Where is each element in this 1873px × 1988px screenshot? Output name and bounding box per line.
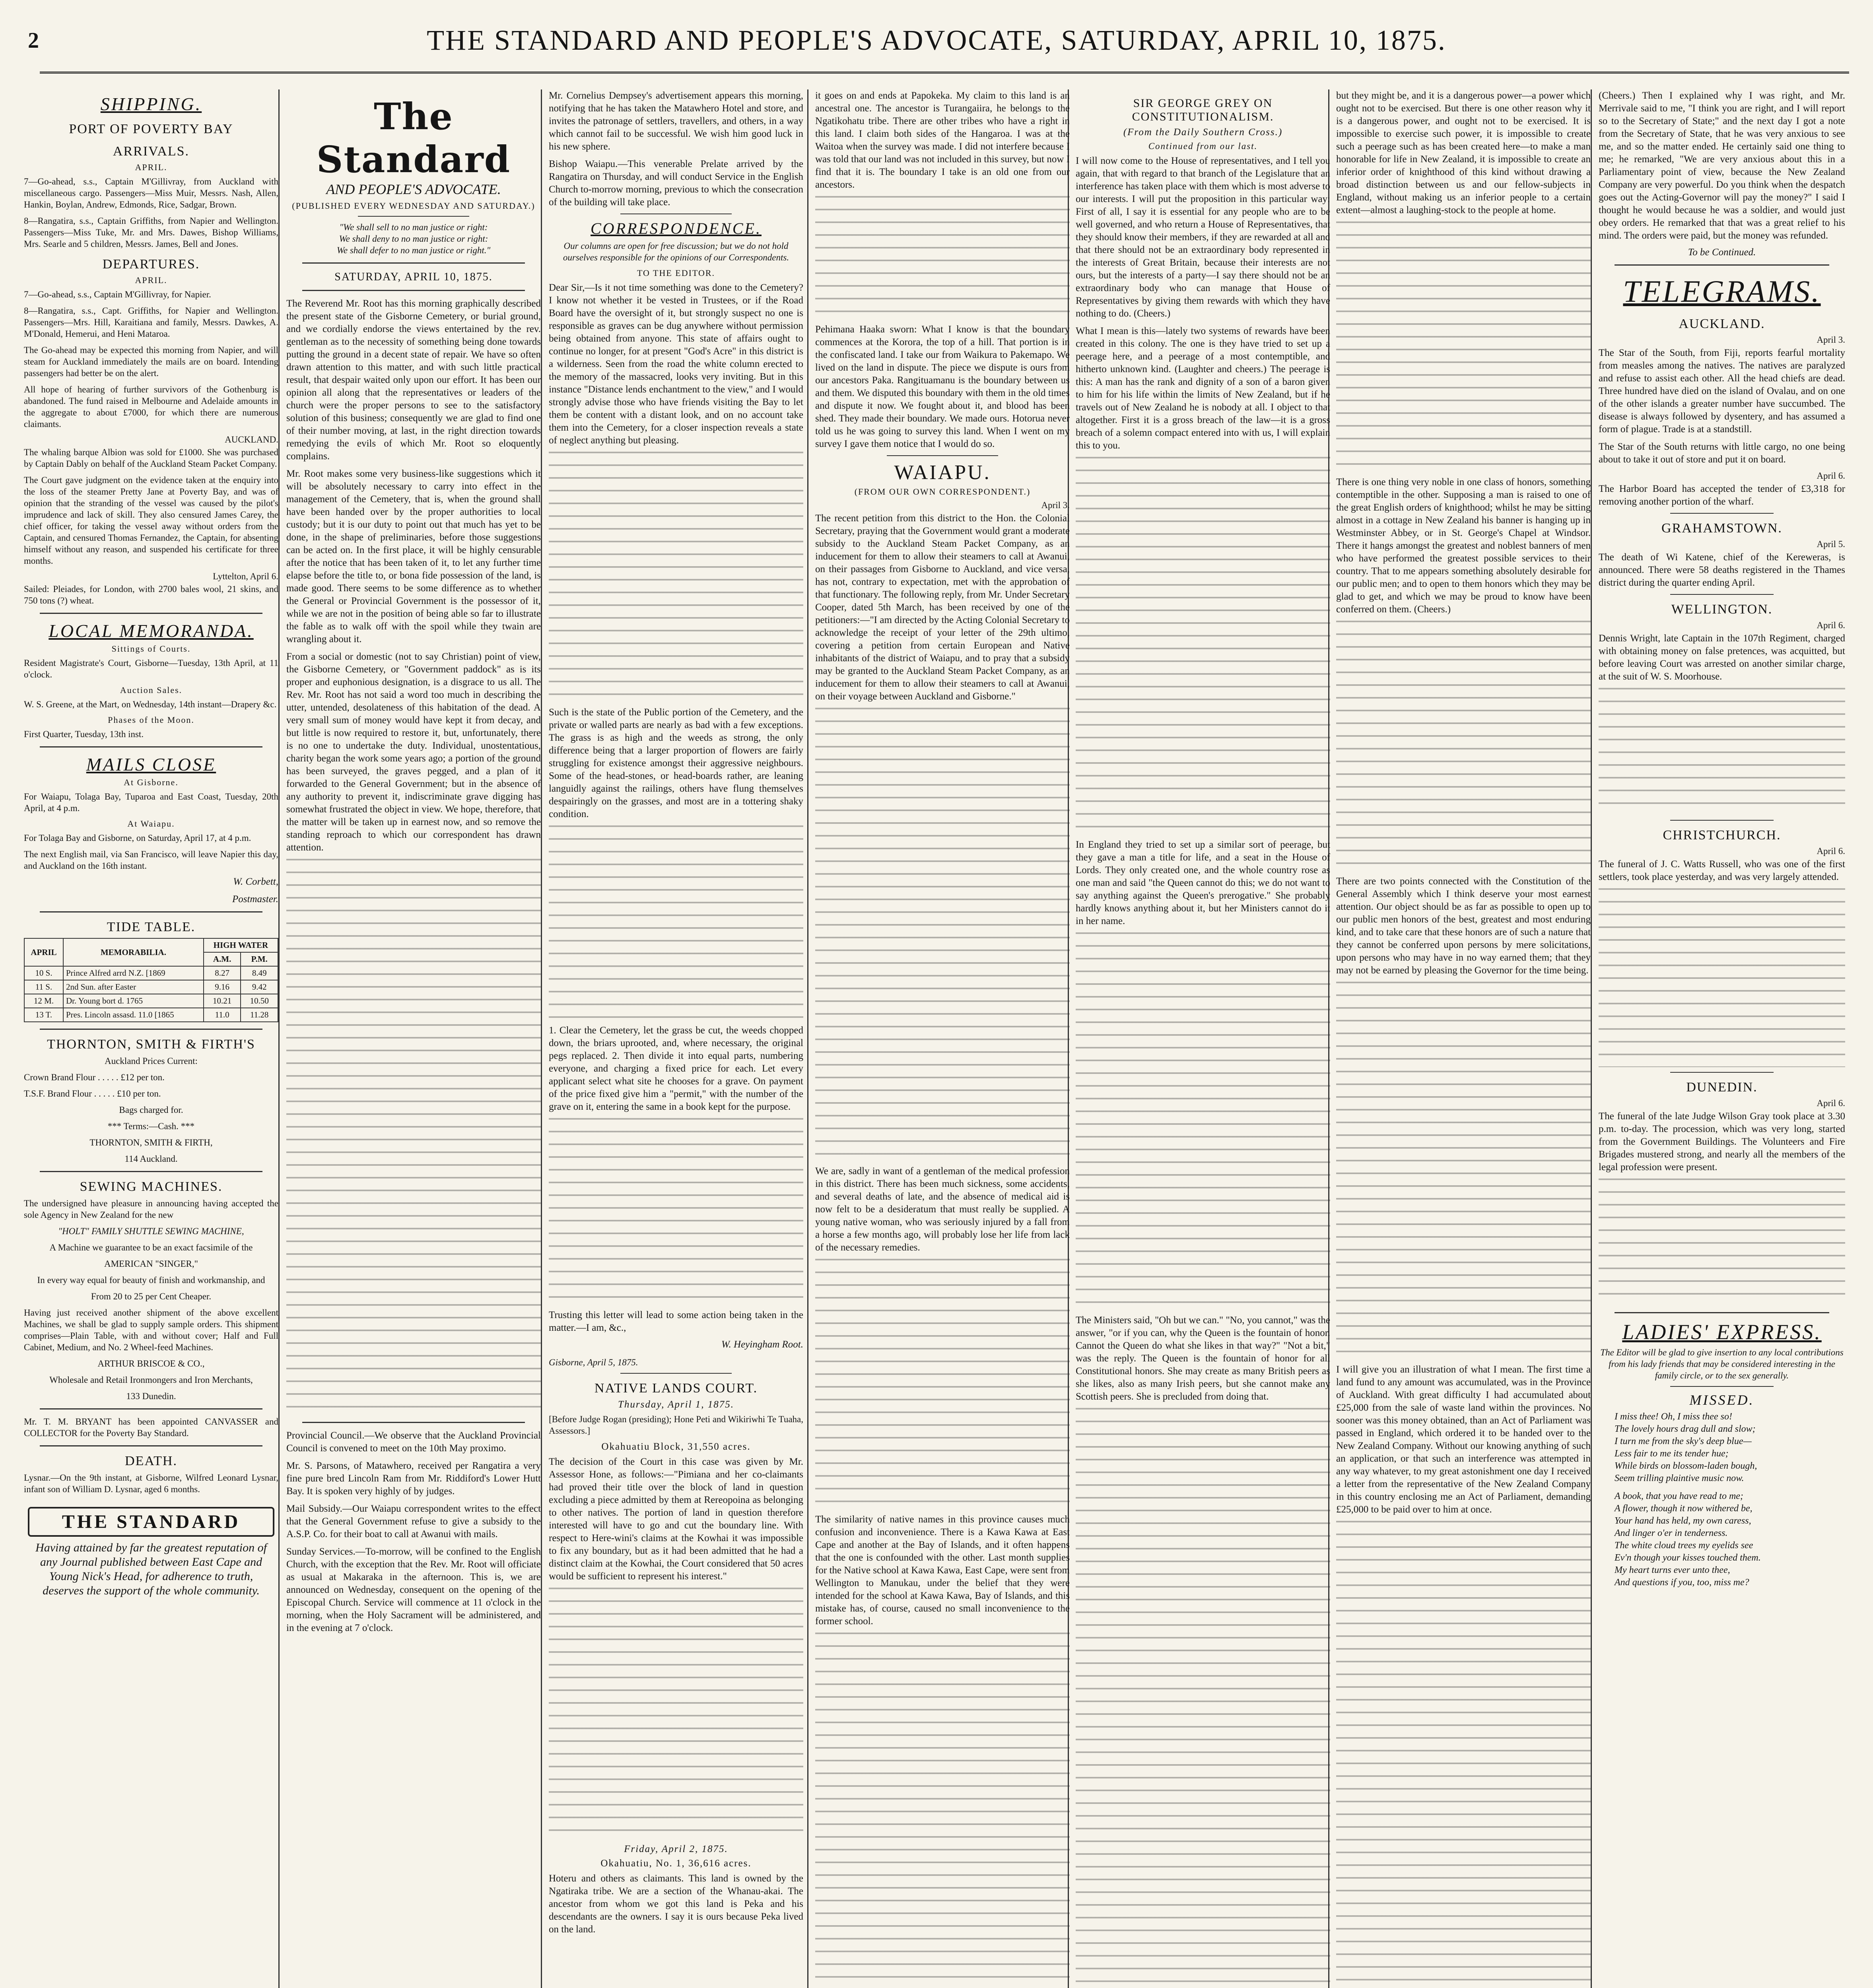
grey-paragraph: In England they tried to set up a similar sort of peerage, but they gave a man a title for life, and a seat in the House of Lords. They only created one, and the whole country rose as one man and said "the Queen cannot do this; we do not want to say anything against the Queen's prerogative." She probably hardly knows anything about it, but her Ministers cannot do it in her name. bbox=[1076, 839, 1330, 926]
divider bbox=[302, 262, 525, 264]
tide-col-am: A.M. bbox=[204, 952, 241, 966]
shipping-note: The Go-ahead may be expected this morning from Napier, and will steam for Auckland immediately the mails are on board. Intending passengers had better be on the alert. bbox=[24, 345, 278, 378]
grey-title: SIR GEORGE GREY ON CONSTITUTIONALISM. bbox=[1132, 97, 1274, 123]
court-note: The Court gave judgment on the evidence taken at the enquiry into the loss of the steamer Pretty Jane at Poverty Bay, and was of opinion that the stranding of the vessel was caused by the pilot's imprudence and lack of skill. They also censured James Carey, the chief officer, for taking the vessel away without orders from the Captain, and censured Thomas Fernandez, the Captain, for absenting himself without any reason, and suspended his certificate for three months. bbox=[24, 475, 278, 566]
text-filler bbox=[1336, 621, 1591, 875]
divider bbox=[40, 746, 262, 747]
tide-day: 10 S. bbox=[24, 966, 63, 980]
table-row bbox=[24, 1008, 278, 1022]
nlc-paragraph: The decision of the Court in this case was given by Mr. Assessor Hone, as follows:—"Pimiana and her co-claimants had proved their title over the block of land in question excluding a piece admitted by them at Rereopoina as belonging to other natives. The portion of land in question therefore interested will have to go and cut the boundary line. With respect to Here-wini's claims at the Kowhai it was impossible to fix any boundary, but as it had been admitted that he had a distinct claim at the Kowhai, the Court considered that 50 acres would be sufficient to represent his interest." bbox=[549, 1456, 803, 1582]
tide-col-high-water: HIGH WATER bbox=[204, 938, 278, 952]
tide-memo: 2nd Sun. after Easter bbox=[63, 980, 204, 994]
nlc-friday: Friday, April 2, 1875. bbox=[624, 1844, 728, 1854]
grey-continued: Continued from our last. bbox=[1148, 141, 1258, 151]
text-filler bbox=[286, 859, 541, 1415]
standard-logo bbox=[28, 1507, 274, 1537]
ladies-note: The Editor will be glad to give insertion to any local contributions from his lady friends that may be considered interesting in the family circle, or to the sex generally. bbox=[1600, 1347, 1844, 1380]
cheaper-note: From 20 to 25 per Cent Cheaper. bbox=[91, 1291, 212, 1301]
text-filler bbox=[815, 708, 1070, 1165]
text-filler bbox=[815, 1259, 1070, 1513]
divider bbox=[358, 216, 469, 217]
telegram-text: The Star of the South returns with little cargo, no one being about to take it out of store and put it on board. bbox=[1599, 441, 1845, 465]
lyttelton-note: Sailed: Pleiades, for London, with 2700 bales wool, 21 skins, and 750 tons (?) wheat. bbox=[24, 584, 278, 606]
port-title: PORT OF POVERTY BAY bbox=[69, 122, 233, 136]
telegram-text: The funeral of J. C. Watts Russell, who was one of the first settlers, took place yesterday, and was very largely attended. bbox=[1599, 859, 1845, 882]
motto-line: We shall deny to no man justice or right: bbox=[339, 234, 488, 244]
arrival-item: 7—Go-ahead, s.s., Captain M'Gillivray, from Auckland with miscellaneous cargo. Passengers—Miss Muir, Messrs. Nash, Allen, Hankin, Boylan, Andrew, Edmonds, Rice, Sadgar, Brown. bbox=[24, 177, 278, 210]
tide-table bbox=[24, 938, 278, 1022]
mails-waiapu-heading: At Waiapu. bbox=[127, 819, 175, 829]
waiapu-title: WAIAPU. bbox=[894, 461, 991, 484]
auction-text: W. S. Greene, at the Mart, on Wednesday, 14th instant—Drapery &c. bbox=[24, 699, 277, 709]
local-memoranda-title: LOCAL MEMORANDA. bbox=[49, 621, 254, 641]
tide-day: 11 S. bbox=[24, 980, 63, 994]
table-row bbox=[24, 994, 278, 1008]
column-shipping bbox=[24, 89, 278, 1988]
holt-machine: "HOLT" FAMILY SHUTTLE SEWING MACHINE, bbox=[58, 1226, 244, 1236]
to-editor: TO THE EDITOR. bbox=[637, 268, 715, 278]
lyttelton-dateline: Lyttelton, April 6. bbox=[213, 571, 278, 581]
telegram-auckland: AUCKLAND. bbox=[1679, 316, 1765, 331]
column-correspondence bbox=[549, 89, 803, 1988]
missed-title: MISSED. bbox=[1689, 1392, 1754, 1408]
text-filler bbox=[815, 1633, 1070, 1988]
tide-col-memorabilia: MEMORABILIA. bbox=[63, 938, 204, 966]
tide-memo: Dr. Young bort d. 1765 bbox=[63, 994, 204, 1008]
nlc-block-two: Okahuatiu, No. 1, 36,616 acres. bbox=[600, 1858, 752, 1869]
death-notice: Lysnar.—On the 9th instant, at Gisborne, Wilfred Leonard Lysnar, infant son of William D. Lysnar, aged 6 months. bbox=[24, 1473, 278, 1494]
sewing-text: In every way equal for beauty of finish and workmanship, and bbox=[37, 1275, 265, 1285]
nlc-paragraph: it goes on and ends at Papokeka. My claim to this land is an ancestral one. The ancestor is Turangaiira, he belongs to the Ngatikohatu tribe. There are other tribes who have a right in this land. I claim both sides of the Hangaroa. I was at the Waitoa when the survey was made. I did not interfere because I was told that our land was not included in this survey, but now I find that it is. The boundary I take is an old one from our ancestors. bbox=[815, 90, 1070, 190]
editorial-paragraph: The Reverend Mr. Root has this morning graphically described the present state of the Gisborne Cemetery, or burial ground, and we cordially endorse the views entertained by the rev. gentleman as to the necessity of something being done towards putting the ground in a decent state of repair. We have so often drawn attention to this matter, and with such little practical result, that despair waited only upon our effort. It has been our opinion all along that the representatives or leaders of the church were the proper persons to see to the satisfactory solution of this business; consequently we are glad to find one of their number moving, at last, in the right direction towards remedying the evils of which Mr. Root so eloquently complains. bbox=[286, 298, 541, 462]
news-item: Mail Subsidy.—Our Waiapu correspondent writes to the effect that the General Government refuse to give a subsidy to the A.S.P. Co. for their boat to call at Awanui with mails. bbox=[286, 1503, 541, 1540]
news-item: Provincial Council.—We observe that the Auckland Provincial Council is convened to meet on the 10th May proximo. bbox=[286, 1430, 541, 1454]
singer-machine: AMERICAN "SINGER," bbox=[104, 1259, 198, 1269]
waiapu-source: (FROM OUR OWN CORRESPONDENT.) bbox=[854, 487, 1031, 497]
news-item: Bishop Waiapu.—This venerable Prelate arrived by the Rangatira on Thursday, and will conduct Service in the English Church to-morrow morning, previous to which the consecration of the building will take place. bbox=[549, 159, 803, 208]
telegram-date: April 5. bbox=[1817, 539, 1845, 549]
telegram-date: April 6. bbox=[1817, 471, 1845, 481]
grey-paragraph: (Cheers.) Then I explained why I was right, and Mr. Merrivale said to me, "I think you are right, and I will report so to the Secretary of State;" and the next day I got a note from the Secretary of State, that he was very anxious to see me, and so the matter ended. He certainly said one thing to me; he remarked, "We are very anxious about this in a Parliamentary point of view, because the New Zealand Company are very powerful. Do you think when the despatch goes out the Acting-Governor will pay the money?" I said I thought he would because he was a soldier, and would just obey orders. He remarked that that was a great relief to his mind. The orders were paid, but the money was refunded. bbox=[1599, 90, 1845, 241]
waiapu-paragraph: We are, sadly in want of a gentleman of the medical profession in this district. There has been much sickness, some accidents, and several deaths of late, and the absence of medical aid is now felt to be a desideratum that must really be supplied. A young native woman, who was seriously injured by a fall from a horse a few months ago, will probably lose her life from lack of the necessary remedies. bbox=[815, 1166, 1070, 1253]
grey-paragraph: There is one thing very noble in one class of honors, something contemptible in the other. Supposing a man is raised to one of the great English orders of knighthood; whilst he may be sitting almost in a cottage in New Zealand his banner is hanging up in Westminster Abbey, or in St. George's Chapel at Windsor. There it hangs amongst the greatest and noblest banners of men who have performed the greatest possible services to their country. That to me appears something absolutely desirable for our public men; and to open to them honors which they may be glad to get, and which we may be proud to know have been conferred on them. (Cheers.) bbox=[1336, 477, 1591, 615]
tide-am: 8.27 bbox=[204, 966, 241, 980]
to-be-continued: To be Continued. bbox=[1688, 247, 1756, 258]
divider bbox=[1670, 1072, 1774, 1073]
grey-paragraph: What I mean is this—lately two systems of rewards have been created in this colony. The one is they have tried to set up a peerage here, and a peerage of a most contemptible, and hitherto unknown kind. (Laughter and cheers.) The peerage is this: A man has the rank and dignity of a son of a baron given to him for his life within the limits of New Zealand, but if he travels out of New Zealand he is nobody at all. I object to that altogether. First it is a gross breach of the law—it is a gross breach of a solemn compact entered into with us, I will explain this to you. bbox=[1076, 326, 1330, 451]
letter-signature: W. Heyingham Root. bbox=[721, 1339, 803, 1350]
postmaster-title: Postmaster. bbox=[232, 894, 278, 905]
price-line: Crown Brand Flour . . . . . £12 per ton. bbox=[24, 1072, 165, 1082]
telegram-christchurch: CHRISTCHURCH. bbox=[1663, 828, 1781, 843]
text-filler bbox=[1076, 932, 1330, 1314]
text-filler bbox=[1599, 888, 1845, 1067]
arrival-item: 8—Rangatira, s.s., Captain Griffiths, from Napier and Wellington. Passengers—Miss Tuke, Mr. and Mrs. Dawes, Bishop Williams, Mrs. Searle and 5 children, Messrs. James, Bell and Jones. bbox=[24, 216, 278, 249]
divider bbox=[887, 455, 998, 456]
grey-paragraph: The Ministers said, "Oh but we can." "No, you cannot," was the answer, "or if you can, why the Queen is the fountain of honor. Cannot the Queen do what she likes in that way?" "Not a bit," was the reply. The Queen is the fountain of honor for all Constitutional honors. She may create as many British peers as she likes, also as many Irish peers, but she cannot make any Scottish peers. She is precluded from doing that. bbox=[1076, 1315, 1330, 1402]
telegram-text: The Harbor Board has accepted the tender of £3,318 for removing another portion of the wharf. bbox=[1599, 483, 1845, 507]
divider bbox=[40, 1029, 262, 1030]
text-filler bbox=[549, 452, 803, 706]
nlc-paragraph: Hoteru and others as claimants. This land is owned by the Ngatiraka tribe. We are a section of the Whanau-akai. The ancestor from whom we got this land is Peka and his descendants are the owners. I say it is ours because Peka lived on the land. bbox=[549, 1873, 803, 1935]
text-filler bbox=[1076, 1408, 1330, 1988]
grey-paragraph: but they might be, and it is a dangerous power—a power which ought not to be exercised. But there is one other reason why it is a dangerous power, and ought not to be exercised. It is impossible to exercise such power, it is impossible to create such a peerage such as has been created here—to make a man honorable for life in New Zealand, it is impossible to create an inferior order of knighthood of this kind without drawing a broad distinction between us and our fellow-subjects in England, without making us an inferior people to a certain extent—almost a laughing-stock to the people at home. bbox=[1336, 90, 1591, 215]
ladies-express-title: LADIES' EXPRESS. bbox=[1622, 1320, 1822, 1344]
divider bbox=[40, 1171, 262, 1172]
issue-date: SATURDAY, APRIL 10, 1875. bbox=[334, 271, 493, 283]
divider bbox=[302, 290, 525, 291]
divider bbox=[302, 1422, 525, 1423]
sewing-text: The undersigned have pleasure in announcing having accepted the sole Agency in New Zealand for the new bbox=[24, 1198, 278, 1220]
departures-heading: DEPARTURES. bbox=[102, 257, 200, 272]
letter-paragraph: 1. Clear the Cemetery, let the grass be cut, the weeds chopped down, the briars uprooted, and, where necessary, the original pegs replaced. 2. Then divide it into equal parts, numbering everyone, and charging a fixed price for each. Let every applicant select what site he chooses for a grave. On payment of the price fixed give him a "permit," with the number of the grave on it, entering the same in a book kept for the purpose. bbox=[549, 1025, 803, 1112]
auckland-heading: AUCKLAND. bbox=[225, 435, 278, 445]
telegram-text: The funeral of the late Judge Wilson Gray took place at 3.30 p.m. to-day. The procession, which was very long, started from the Government Buildings. The Volunteers and Fire Brigades mustered strong, and nearly all the members of the legal profession were present. bbox=[1599, 1111, 1845, 1173]
poem-stanza: A book, that you have read to me; A flower, though it now withered be, Your hand has held, my own caress, And linger o'er in tenderness. The white cloud trees my eyelids see Ev'n though your kisses touched them. My heart turns ever unto thee, And questions if you, too, miss me? bbox=[1615, 1491, 1761, 1588]
thornton-signature: THORNTON, SMITH & FIRTH, bbox=[89, 1138, 213, 1147]
text-filler bbox=[1076, 457, 1330, 839]
native-lands-court-title: NATIVE LANDS COURT. bbox=[594, 1381, 758, 1396]
column-grey-continued bbox=[1336, 89, 1591, 1988]
letter-paragraph: Trusting this letter will lead to some action being taken in the matter.—I am, &c., bbox=[549, 1310, 803, 1333]
tide-memo: Pres. Lincoln assasd. 11.0 [1865 bbox=[63, 1008, 204, 1022]
divider bbox=[1670, 594, 1774, 595]
telegram-text: The Star of the South, from Fiji, reports fearful mortality from measles among the natives. The natives are paralyzed and refuse to assist each other. All the head chiefs are dead. Three hundred have died on the island of Ovalau, and on one of the other islands a greater number have succumbed. The disease is always followed by dysentery, and has assumed a form of plague. Trade is at a standstill. bbox=[1599, 348, 1845, 435]
published-note: (PUBLISHED EVERY WEDNESDAY AND SATURDAY.) bbox=[292, 201, 535, 211]
telegram-date: April 6. bbox=[1817, 620, 1845, 630]
telegram-text: Dennis Wright, late Captain in the 107th Regiment, charged with obtaining money on false pretences, was acquitted, but before leaving Court was arrested on another similar charge, at the suit of W. S. Moorhouse. bbox=[1599, 633, 1845, 682]
editorial-paragraph: From a social or domestic (not to say Christian) point of view, the Gisborne Cemetery, or "Government paddock" as is its proper and euphonious designation, is a disgrace to us all. The Rev. Mr. Root has not said a word too much in describing the utter, untended, desolateness of this habitation of the dead. A very small sum of money would have kept it from decay, and but little is now required to restore it, but, unfortunately, there is no one to undertake the duty. Individual, unostentatious, charity began the work some years ago; a portion of the ground has been surveyed, the graves pegged, and a plan of it forwarded to the General Government; but in the absence of any authority to prevent it, indiscriminate grave digging has somewhat frustrated the object in view. We hope, therefore, that the matter will be taken up in earnest now, and so remove the standing reproach to which our correspondent has drawn attention. bbox=[286, 651, 541, 853]
mail-item: The next English mail, via San Francisco, will leave Napier this day, and Auckland on the 16th instant. bbox=[24, 849, 278, 871]
postmaster-name: W. Corbett, bbox=[233, 876, 278, 887]
letter-date: Gisborne, April 5, 1875. bbox=[549, 1357, 638, 1367]
correspondence-title: CORRESPONDENCE. bbox=[591, 219, 762, 237]
shipping-note: All hope of hearing of further survivors of the Gothenburg is abandoned. The fund raised in Melbourne and Adelaide amounts in the aggregate to about £7000, for which there are numerous claimants. bbox=[24, 384, 278, 429]
tide-day: 12 M. bbox=[24, 994, 63, 1008]
divider bbox=[1670, 513, 1774, 514]
news-item: Mr. S. Parsons, of Matawhero, received per Rangatira a very fine pure bred Lincoln Ram from Mr. Riddiford's Lower Hutt Bay. It is spoken very highly of by judges. bbox=[286, 1460, 541, 1497]
tide-day: 13 T. bbox=[24, 1008, 63, 1022]
column-rule bbox=[807, 89, 808, 1988]
tide-col-pm: P.M. bbox=[241, 952, 278, 966]
motto-line: "We shall sell to no man justice or right: bbox=[339, 222, 488, 232]
divider bbox=[1615, 264, 1829, 266]
letter-paragraph: Such is the state of the Public portion of the Cemetery, and the private or walled parts are nearly as bad with a few exceptions. The grass is as high and the weeds as strong, the only difference being that a larger proportion of flowers are fairly struggling for existence amongst their aggressive neighbours. Some of the head-stones, or head-boards rather, are leaning languidly against the railings, others have flung themselves despairingly on the grasses, and most are in a tottering shaky condition. bbox=[549, 707, 803, 819]
text-filler bbox=[549, 1588, 803, 1842]
column-rule bbox=[1591, 89, 1592, 1988]
tide-pm: 9.42 bbox=[241, 980, 278, 994]
tide-pm: 10.50 bbox=[241, 994, 278, 1008]
news-item: Mr. Cornelius Dempsey's advertisement appears this morning, notifying that he has taken the Matawhero Hotel and store, and invites the patronage of settlers, travellers, and others, in a way which cannot fail to be successful. We wish him good luck in his new sphere. bbox=[549, 90, 803, 152]
column-waiapu bbox=[815, 89, 1070, 1988]
sewing-title: SEWING MACHINES. bbox=[80, 1179, 223, 1194]
mails-close-title: MAILS CLOSE bbox=[86, 754, 216, 775]
moon-heading: Phases of the Moon. bbox=[108, 715, 194, 725]
masthead bbox=[16, 12, 1857, 80]
standard-logo-text: THE STANDARD bbox=[62, 1511, 241, 1532]
terms-note: *** Terms:—Cash. *** bbox=[107, 1121, 195, 1131]
telegram-wellington: WELLINGTON. bbox=[1671, 602, 1773, 617]
shipping-title: SHIPPING. bbox=[100, 94, 202, 114]
auction-heading: Auction Sales. bbox=[120, 685, 183, 695]
waiapu-date: April 3. bbox=[1041, 500, 1070, 510]
departure-item: 8—Rangatira, s.s., Capt. Griffiths, for Napier and Wellington. Passengers—Mrs. Hill, Karaitiana and family, Messrs. Dawkes, A. M'Donald, Hemerui, and Heni Mataroa. bbox=[24, 306, 278, 339]
waiapu-paragraph: The similarity of native names in this province causes much confusion and inconvenience. There is a Kawa Kawa at East Cape and another at the Bay of Islands, and it often happens that the one is confounded with the other. Last month supplies for the Native school at Kawa Kawa, East Cape, were sent from Wellington to Manukau, under the belief that they were intended for the school at Kawa Kawa, Bay of Islands, and this mistake has, of course, caused no small inconvenience to the former school. bbox=[815, 1514, 1070, 1627]
divider bbox=[40, 1408, 262, 1409]
sewing-text: A Machine we guarantee to be an exact facsimile of the bbox=[49, 1242, 253, 1252]
telegram-text: The death of Wi Katene, chief of the Kereweras, is announced. There were 58 deaths registered in the Thames district during the quarter ending April. bbox=[1599, 552, 1845, 588]
divider bbox=[40, 1445, 262, 1446]
standard-logo-caption: Having attained by far the greatest reputation of any Journal published between East Cape and Young Nick's Head, for adherence to truth, deserves the support of the whole community. bbox=[35, 1541, 267, 1597]
text-filler bbox=[1336, 1521, 1591, 1988]
mail-item: For Tolaga Bay and Gisborne, on Saturday, April 17, at 4 p.m. bbox=[24, 833, 251, 843]
moon-text: First Quarter, Tuesday, 13th inst. bbox=[24, 729, 144, 739]
divider bbox=[1670, 820, 1774, 821]
letter-paragraph: Dear Sir,—Is it not time something was done to the Cemetery? I know not whether it be vested in Trustees, or if the Road Board have the oversight of it, but strongly suspect no one is responsible as graves can be dug anywhere without permission being obtained from anyone. This state of affairs ought to continue no longer, for at present "God's Acre" in this district is a wilderness. Seen from the road the white column erected to the memory of the massacred, looks very inviting. But in this instance "Distance lends enchantment to the view," and I would strongly advise those who have friends visiting the Bay to let them be content with a distant look, and on no account take them into the Cemetery, for a closer inspection reveals a state of neglect anything but pleasing. bbox=[549, 282, 803, 446]
grey-paragraph: I will now come to the House of representatives, and I tell you again, that with regard to that branch of the Legislature that an interference has taken place with them which is most adverse to our interests. I will put the proposition in this particular way: First of all, I say it is essential for any people who are to be well governed, and who return a House of Representatives, that they should know their members, if they are rewarded at all and that there should not be an extraordinary body represented in the interests of Great Britain, because their interests are not ours, but the interests of a party—I say there should not be an extraordinary body who can manage that House of Representatives by giving them rewards with which they have nothing to do. (Cheers.) bbox=[1076, 155, 1330, 319]
page-number: 2 bbox=[28, 28, 39, 53]
motto-line: We shall defer to no man justice or right." bbox=[336, 245, 491, 255]
nlc-before: [Before Judge Rogan (presiding); Hone Peti and Wikiriwhi Te Tuaha, Assessors.] bbox=[549, 1414, 803, 1436]
telegram-date: April 6. bbox=[1817, 1098, 1845, 1108]
nlc-date: Thursday, April 1, 1875. bbox=[618, 1399, 734, 1410]
poem-stanza: I miss thee! Oh, I miss thee so! The lovely hours drag dull and slow; I turn me from the sky's deep blue— Less fair to me its tender hue; While birds on blossom-laden bough, Seem trilling plaintive music now. bbox=[1615, 1411, 1757, 1483]
text-filler bbox=[1599, 688, 1845, 815]
page-title: THE STANDARD AND PEOPLE'S ADVOCATE, SATURDAY, APRIL 10, 1875. bbox=[427, 24, 1446, 56]
tide-pm: 11.28 bbox=[241, 1008, 278, 1022]
sewing-text: Having just received another shipment of the above excellent Machines, we shall be glad to supply sample orders. This shipment comprises—Plain Table, with and without cover; Half and Full Cabinet, Medium, and No. 2 Wheel-feed Machines. bbox=[24, 1308, 278, 1352]
divider bbox=[1670, 1386, 1774, 1387]
telegram-grahamstown: GRAHAMSTOWN. bbox=[1661, 521, 1782, 536]
table-row bbox=[24, 980, 278, 994]
masthead-rule bbox=[40, 72, 1849, 74]
paper-title: The Standard bbox=[316, 95, 511, 181]
telegram-date: April 3. bbox=[1817, 335, 1845, 345]
briscoe-name: ARTHUR BRISCOE & CO., bbox=[97, 1359, 205, 1369]
nlc-block: Okahuatiu Block, 31,550 acres. bbox=[601, 1441, 751, 1452]
tide-table-title: TIDE TABLE. bbox=[107, 920, 196, 934]
column-editorial bbox=[286, 89, 541, 1988]
divider bbox=[620, 1373, 732, 1374]
thornton-location: 114 Auckland. bbox=[124, 1154, 178, 1164]
mail-item: For Waiapu, Tolaga Bay, Tuparoa and East Coast, Tuesday, 20th April, at 4 p.m. bbox=[24, 792, 278, 813]
nlc-paragraph: Pehimana Haaka sworn: What I know is that the boundary commences at the Korora, the top of a hill. That portion is in the confiscated land. I take our from Waikura to Pakemapo. We lived on the land in dispute. The piece we dispute is ours from our ancestors Paka. Rangituamanu is the boundary between us and them. We disputed this boundary with them in the old times and dispute it now. We fought about it, and blood has been shed. They made their boundary. We made ours. Hotorua never told us he was going to survey this land. When I went on my survey I gave them notice that I would do so. bbox=[815, 324, 1070, 449]
bryant-notice: Mr. T. M. BRYANT has been appointed CANVASSER and COLLECTOR for the Poverty Bay Standard. bbox=[24, 1417, 278, 1438]
column-grey bbox=[1076, 89, 1330, 1988]
tide-col-april: APRIL bbox=[24, 938, 63, 966]
text-filler bbox=[815, 196, 1070, 323]
divider bbox=[40, 613, 262, 614]
correspondence-note: Our columns are open for free discussion; but we do not hold ourselves responsible for the opinions of our Correspondents. bbox=[563, 241, 789, 262]
text-filler bbox=[1336, 982, 1591, 1363]
text-filler bbox=[549, 1118, 803, 1309]
tide-am: 9.16 bbox=[204, 980, 241, 994]
grey-paragraph: I will give you an illustration of what I mean. The first time a land fund to any amount was accumulated, was in the Province of Auckland. With great difficulty I had accumulated about £25,000 from the sale of waste land within the provinces. No sooner was this money obtained, than an Act of Parliament was passed in England, which ordered it to be handed over to the New Zealand Company. Without our knowing anything of such an application, or that such an interference was attempted in any way whatever, to my great astonishment one day I received a letter from the representative of the New Zealand Company in this country enclosing me an Act of Parliament, demanding £25,000 to be paid over to him at once. bbox=[1336, 1364, 1591, 1515]
briscoe-location: 133 Dunedin. bbox=[126, 1391, 176, 1401]
paper-subtitle: AND PEOPLE'S ADVOCATE. bbox=[326, 181, 501, 197]
tide-am: 10.21 bbox=[204, 994, 241, 1008]
column-rule bbox=[541, 89, 542, 1988]
mails-gisborne-heading: At Gisborne. bbox=[124, 777, 179, 787]
departures-month: APRIL. bbox=[135, 275, 167, 285]
editorial-paragraph: Mr. Root makes some very business-like suggestions which it will be absolutely necessary to carry into effect in the management of the Cemetery, that is, when the ground shall have been handed over by the proper authorities to local custody; but it is our duty to point out that much has yet to be done, in the shape of preliminaries, before those suggestions can be acted on. In the first place, it will be highly censurable after the notice that has been taken of it, to let any further time elapse before the title to, or bona fide possession of the land, is made good. There seems to be some difference as to whether the General or Provincial Government is the possessor of it, while we are not in the position of being able so far to illustrate the fable as to walk off with the spoil while they twain are wrangling about it. bbox=[286, 468, 541, 645]
divider bbox=[40, 911, 262, 912]
text-filler bbox=[1336, 221, 1591, 476]
text-filler bbox=[549, 825, 803, 1024]
telegram-dunedin: DUNEDIN. bbox=[1686, 1080, 1758, 1095]
column-rule bbox=[278, 89, 280, 1988]
prices-heading: Auckland Prices Current: bbox=[105, 1056, 198, 1066]
telegram-date: April 6. bbox=[1817, 846, 1845, 856]
waiapu-paragraph: The recent petition from this district to the Hon. the Colonial Secretary, praying that the Government would grant a moderate subsidy to the Auckland Steam Packet Company, as an inducement for them to allow their steamers to call at Awanui, on their passages from Gisborne to Auckland, and vice versa, has not, contrary to expectation, met with the approbation of that functionary. The following reply, from Mr. Under Secretary Cooper, dated 5th March, has been received by one of the petitioners:—"I am directed by the Acting Colonial Secretary to acknowledge the receipt of your letter of the 29th ultimo, covering a petition from certain European and Native inhabitants of the district of Waiapu, and to pray that a subsidy may be granted to the Auckland Steam Packet Company, as an inducement for them to allow their steamers to call at Awanui, on their voyage between Auckland and Gisborne." bbox=[815, 513, 1070, 702]
sittings-text: Resident Magistrate's Court, Gisborne—Tuesday, 13th April, at 11 o'clock. bbox=[24, 658, 278, 679]
price-line: T.S.F. Brand Flour . . . . . £10 per ton. bbox=[24, 1089, 161, 1099]
tide-am: 11.0 bbox=[204, 1008, 241, 1022]
tide-pm: 8.49 bbox=[241, 966, 278, 980]
arrivals-month: APRIL. bbox=[135, 162, 167, 172]
telegrams-title: TELEGRAMS. bbox=[1623, 274, 1821, 309]
death-title: DEATH. bbox=[125, 1454, 177, 1468]
divider bbox=[1615, 1312, 1829, 1313]
text-filler bbox=[1599, 1178, 1845, 1306]
column-telegrams bbox=[1599, 89, 1845, 1988]
stanza-gap bbox=[1599, 1485, 1845, 1490]
bags-note: Bags charged for. bbox=[119, 1105, 183, 1115]
grey-paragraph: There are two points connected with the Constitution of the General Assembly which I think deserve your most earnest attention. Our object should be as far as possible to open up to our public men honors of the best, greatest and most enduring kind, and to take care that these honors are of such a nature that they cannot be conferred upon persons by mere solicitations, upon persons who may have in no way earned them; that they may not be earned by pleasing the Governor for the time being. bbox=[1336, 876, 1591, 976]
departure-item: 7—Go-ahead, s.s., Captain M'Gillivray, for Napier. bbox=[24, 289, 211, 299]
auckland-note: The whaling barque Albion was sold for £1000. She was purchased by Captain Dably on behalf of the Auckland Steam Packet Company. bbox=[24, 447, 278, 469]
sittings-heading: Sittings of Courts. bbox=[111, 644, 191, 654]
arrivals-heading: ARRIVALS. bbox=[113, 144, 190, 159]
table-row bbox=[24, 966, 278, 980]
thornton-title: THORNTON, SMITH & FIRTH'S bbox=[47, 1037, 255, 1052]
tide-memo: Prince Alfred arrd N.Z. [1869 bbox=[63, 966, 204, 980]
briscoe-trade: Wholesale and Retail Ironmongers and Iron Merchants, bbox=[49, 1375, 253, 1385]
news-item: Sunday Services.—To-morrow, will be confined to the English Church, with the exception that the Rev. Mr. Root will officiate as usual at Makaraka in the afternoon. This is, we are announced on Wednesday, consequent on the opening of the Episcopal Church. Service will commence at 11 o'clock in the morning, when the Holy Sacrament will be administered, and in the evening at 7 o'clock. bbox=[286, 1546, 541, 1633]
grey-source: (From the Daily Southern Cross.) bbox=[1123, 127, 1283, 138]
